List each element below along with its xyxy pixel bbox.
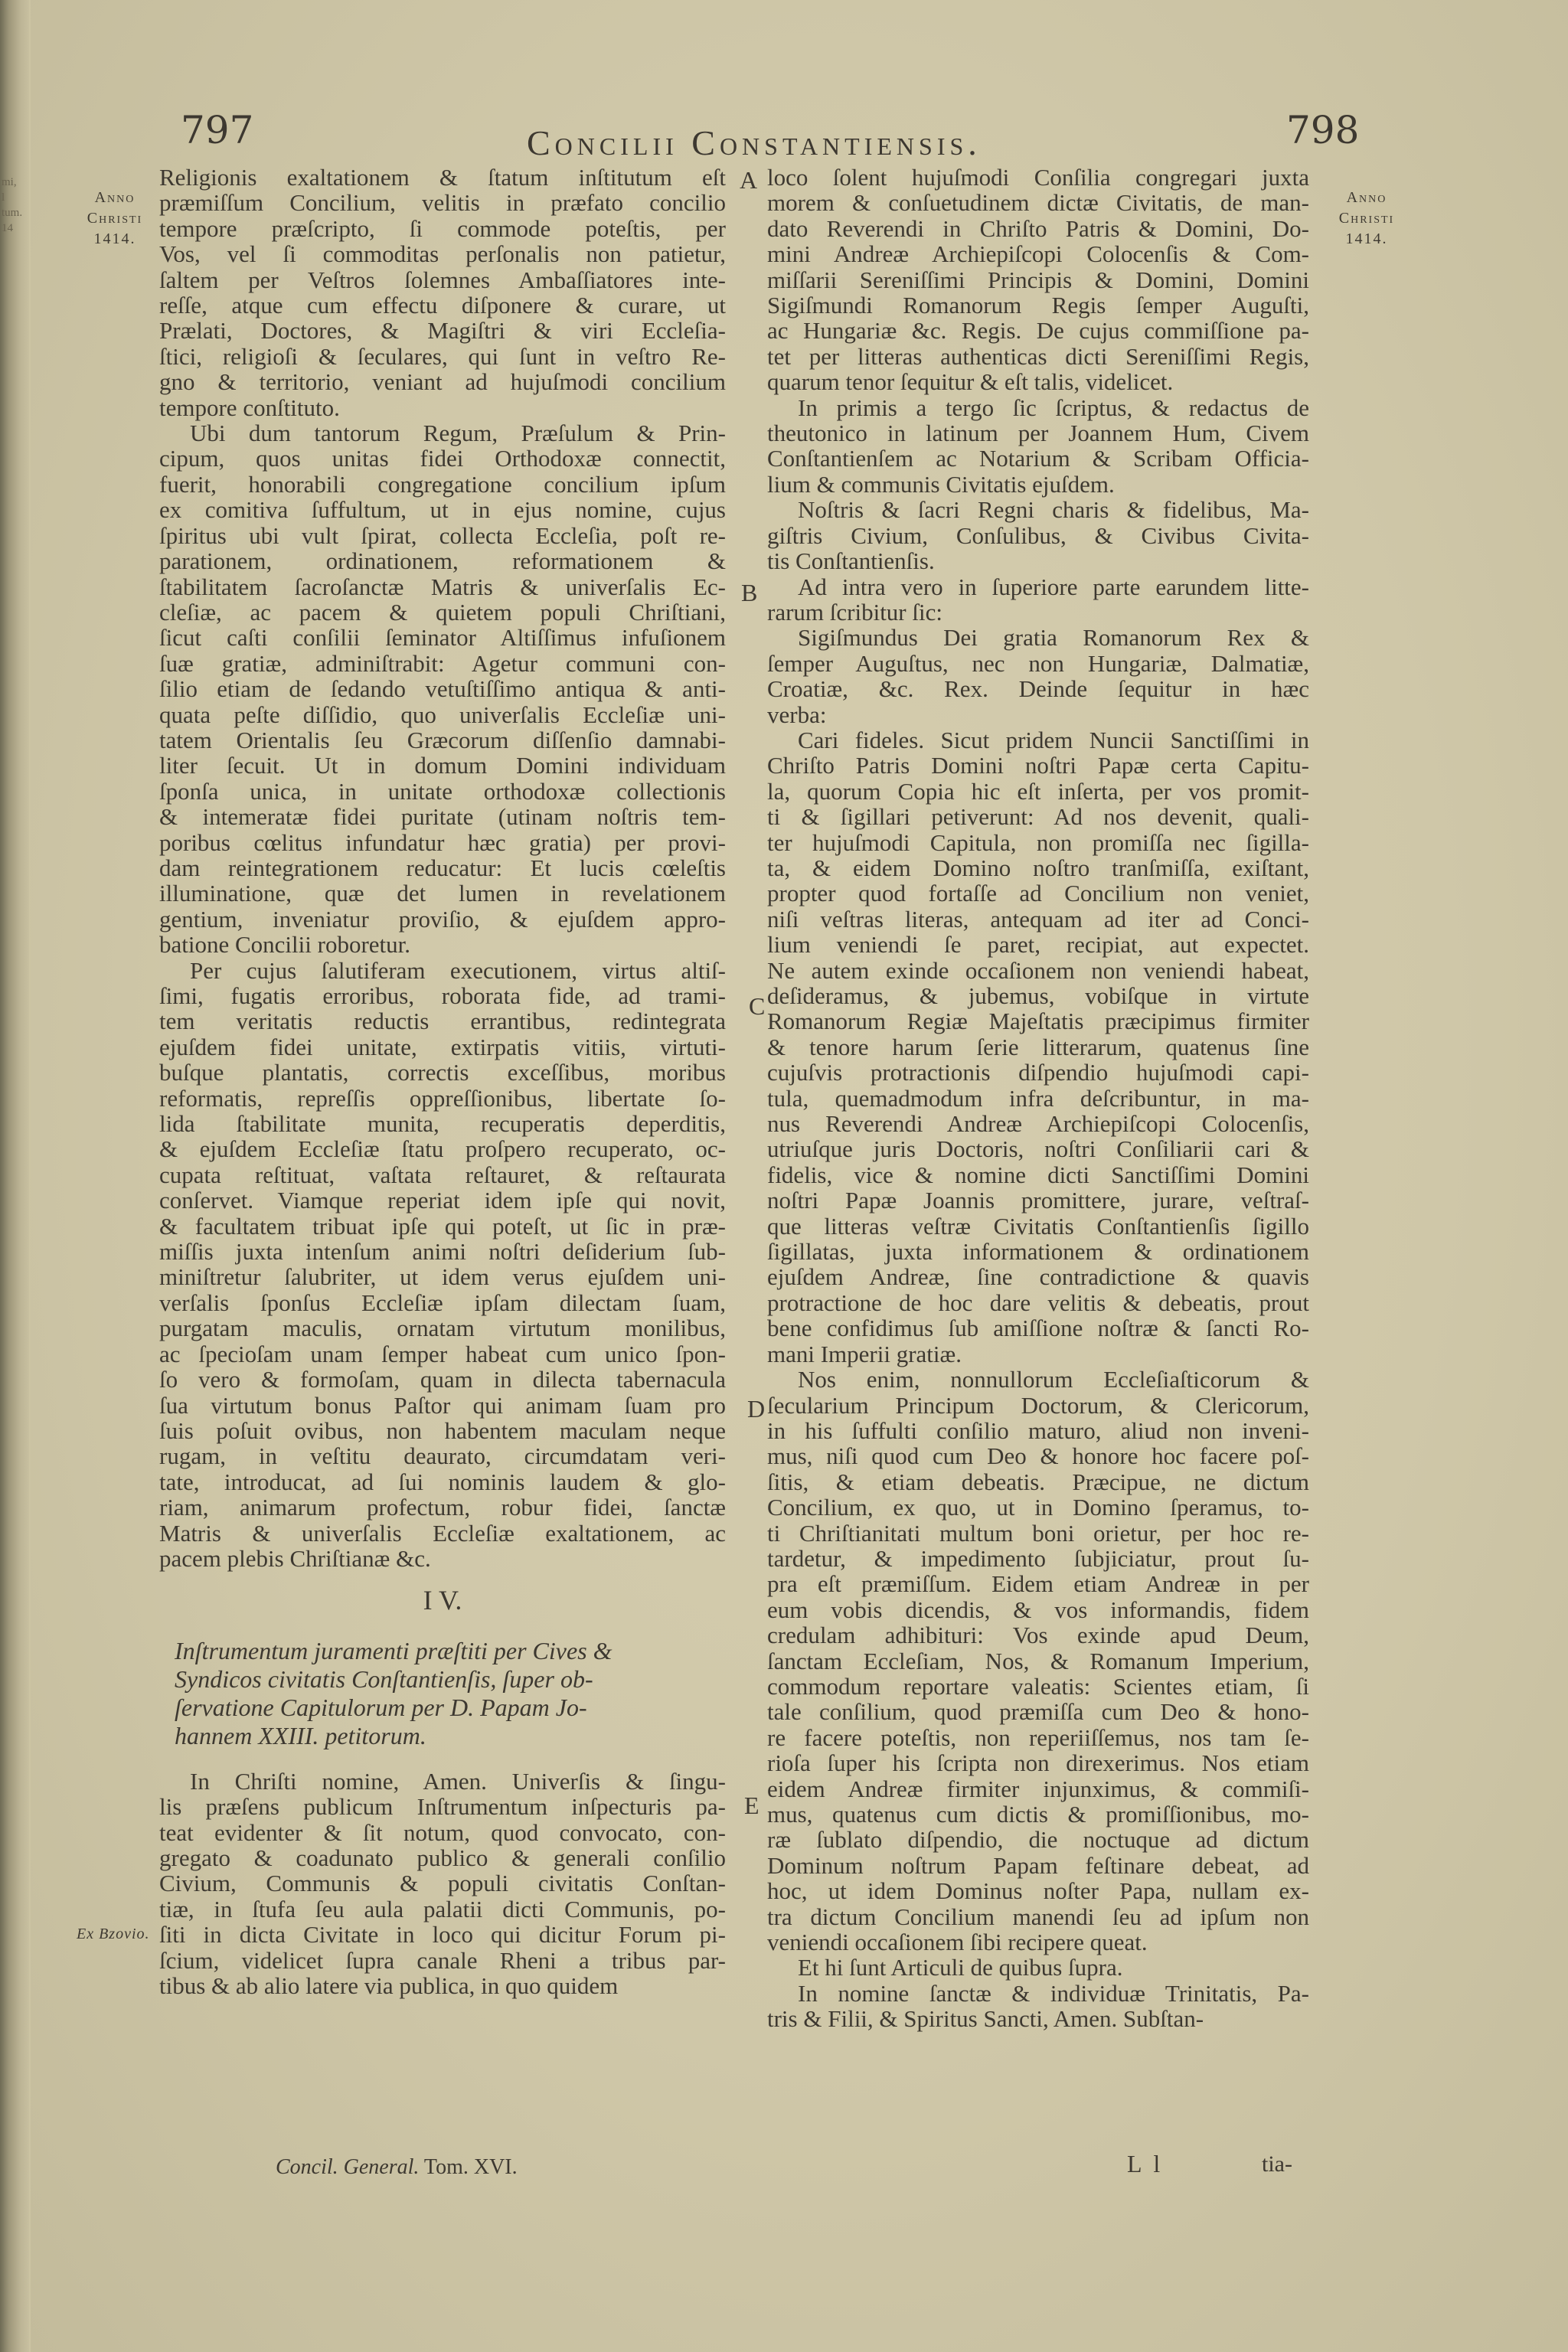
text-line: ſo vero & formoſam, quam in dilecta tabernacula	[159, 1366, 726, 1393]
text-line: batione Concilii roboretur.	[159, 931, 411, 959]
text-line: rioſa ſuper his ſcripta non direxerimus. Nos etiam	[767, 1749, 1309, 1777]
text-line: ſanctam Eccleſiam, Nos, & Romanum Imperium,	[767, 1647, 1309, 1674]
section-marker-e: E	[744, 1792, 760, 1819]
text-line: ta, & eidem Domino noſtro tranſmiſſa, exiſtant,	[767, 854, 1309, 881]
text-line: Matris & univerſalis Eccleſiæ exaltationem, ac	[159, 1519, 726, 1547]
text-line: Chriſto Patris Domini noſtri Papæ certa Capitu-	[767, 752, 1309, 779]
binding-fragment: 14	[2, 222, 13, 234]
text-line: Ne autem exinde occaſionem non veniendi habeat,	[767, 956, 1309, 984]
text-line: Religionis exaltationem & ſtatum inſtitutum eſt	[159, 164, 726, 191]
section-marker-b: B	[741, 579, 758, 606]
text-line: In nomine ſanctæ & individuæ Trinitatis, Pa-	[798, 1979, 1309, 2007]
text-line: ſaltem per Veſtros ſolemnes Ambaſſiatores inte-	[159, 266, 726, 293]
text-line: ſiti in dicta Civitate in loco qui dicitur Forum pi-	[159, 1921, 726, 1949]
text-line: ejuſdem fidei unitate, extirpatis vitiis, virtuti-	[159, 1033, 726, 1060]
text-line: ſuæ gratiæ, adminiſtrabit: Agetur communi con-	[159, 649, 726, 677]
text-line: ti Chriſtianitati multum boni orietur, per hoc re-	[767, 1519, 1309, 1547]
text-line: Syndicos civitatis Conſtantienſis, ſuper ob-	[175, 1664, 593, 1693]
running-title: Concilii Constantiensis.	[527, 123, 982, 162]
text-line: riam, animarum profectum, robur fidei, ſanctæ	[159, 1494, 726, 1521]
text-line: pacem plebis Chriſtianæ &c.	[159, 1544, 431, 1572]
text-line: ſtabilitatem ſacroſanctæ Matris & univerſalis Ec-	[159, 573, 726, 600]
binding-fragment: l	[2, 191, 5, 204]
text-line: bene confidimus ſub amiſſione noſtræ & ſancti Ro-	[767, 1315, 1309, 1342]
text-line: Romanorum Regiæ Majeſtatis præcipimus firmiter	[767, 1008, 1309, 1035]
text-line: re facere poteſtis, non reperiiſſemus, nos tam ſe-	[767, 1723, 1309, 1751]
text-line: ſpiritus ubi vult ſpirat, collecta Eccleſia, poſt re-	[159, 521, 726, 549]
text-line: Conſtantienſem ac Notarium & Scribam Officia-	[767, 445, 1309, 472]
text-line: verba:	[767, 701, 827, 728]
text-line: lis præſens publicum Inſtrumentum inſpecturis pa-	[159, 1793, 726, 1821]
text-line: ejuſdem Andreæ, ſine contradictione & quavis	[767, 1263, 1309, 1291]
text-line: ſemper Auguſtus, nec non Hungariæ, Dalmatiæ,	[767, 649, 1309, 677]
binding-fragment: tum.	[2, 207, 23, 219]
text-line: Croatiæ, &c. Rex. Deinde ſequitur in hæc	[767, 675, 1309, 703]
text-line: Nos enim, nonnullorum Eccleſiaſticorum &	[798, 1366, 1309, 1393]
text-line: tale conſilium, quod præmiſſa cum Deo & hono-	[767, 1698, 1309, 1726]
text-line: ſua virtutum bonus Paſtor qui animam ſuam pro	[159, 1391, 726, 1419]
text-line: reſſe, atque cum effectu diſponere & curare, ut	[159, 292, 726, 319]
text-line: parationem, ordinationem, reformationem &	[159, 547, 726, 575]
right-page-number: 798	[1286, 108, 1360, 152]
binding-edge-text	[2, 175, 23, 236]
volume-footer	[276, 2155, 518, 2180]
text-line: præmiſſum Concilium, velitis in præfato concilio	[159, 189, 726, 217]
volume-number: Tom. XVI.	[423, 2155, 518, 2179]
text-line: ræ ſublato diſpendio, die noctuque ad dictum	[767, 1826, 1309, 1854]
right-paragraph	[767, 727, 1309, 1367]
text-line: ex comitiva ſuffultum, ut in ejus nomine, cujus	[159, 496, 726, 524]
text-line: quata peſte diſſidio, quo univerſalis Eccleſiæ uni-	[159, 701, 726, 728]
text-line: Et hi ſunt Articuli de quibus ſupra.	[798, 1954, 1123, 1981]
text-line: ſponſa unica, in unitate orthodoxæ collectionis	[159, 777, 726, 805]
text-line: pra eſt præmiſſum. Eidem etiam Andreæ in per	[767, 1570, 1309, 1598]
text-line: fuerit, honorabili congregatione concilium ipſum	[159, 470, 726, 498]
text-line: miſſis juxta intenſum animi noſtri deſiderium ſub-	[159, 1238, 726, 1266]
text-line: Concilium, ex quo, ut in Domino ſperamus, to-	[767, 1494, 1309, 1521]
text-line: ac ſpecioſam unam ſemper habeat cum unico ſpon-	[159, 1340, 726, 1367]
text-line: miniſtretur ſalubriter, ut idem verus ejuſdem uni-	[159, 1263, 726, 1291]
text-line: Civium, Communis & populi civitatis Conſtan-	[159, 1870, 726, 1897]
text-line: theutonico in latinum per Joannem Hum, Civem	[767, 420, 1309, 447]
section-number: I V.	[423, 1585, 462, 1616]
volume-label: Concil. General.	[276, 2155, 420, 2179]
left-margin-year-note: Anno Christi 1414.	[87, 189, 143, 247]
text-line: utriuſque juris Doctoris, noſtri Conſiliarii cari &	[767, 1135, 1309, 1163]
text-line: gregato & coadunato publico & generali conſilio	[159, 1844, 726, 1871]
text-line: ſimi, fugatis erroribus, roborata fide, ad trami-	[159, 982, 726, 1009]
right-text-column	[767, 165, 1309, 2032]
text-line: tiæ, in ſtufa ſeu aula palatii dicti Communis, po-	[159, 1895, 726, 1922]
left-paragraph	[159, 420, 726, 958]
text-line: poribus cœlitus infundatur hæc gratia) per provi-	[159, 828, 726, 856]
right-paragraph	[767, 1367, 1309, 1955]
text-line: tempore præſcripto, ſi commode poteſtis, per	[159, 214, 726, 242]
text-line: tem veritatis reductis errantibus, redintegrata	[159, 1008, 726, 1035]
text-line: cujuſvis protractionis diſpendio hujuſmodi capi-	[767, 1059, 1309, 1086]
left-paragraph	[159, 165, 726, 420]
book-page	[31, 0, 1568, 2352]
text-line: In Chriſti nomine, Amen. Univerſis & ſingu-	[190, 1767, 726, 1795]
text-line: niſi veſtras literas, antequam ad iter ad Conci-	[767, 905, 1309, 933]
text-line: miſſarii Sereniſſimi Principis & Domini, Domini	[767, 266, 1309, 293]
text-line: tibus & ab alio latere via publica, in quo quidem	[159, 1972, 619, 1999]
text-line: hoc, ut idem Dominus noſter Papa, nullam ex-	[767, 1877, 1309, 1905]
left-text-column	[159, 165, 726, 1998]
text-line: ac Hungariæ &c. Regis. De cujus commiſſione pa-	[767, 317, 1309, 345]
text-line: ti & ſigillari petiverunt: Ad nos devenit, quali-	[767, 803, 1309, 831]
text-line: deſideramus, & jubemus, vobiſque in virtute	[767, 982, 1309, 1009]
text-line: liter ſecuit. Ut in domum Domini individuam	[159, 752, 726, 779]
text-line: fidelis, vice & nomine dicti Sanctiſſimi Domini	[767, 1161, 1309, 1188]
text-line: Prælati, Doctores, & Magiſtri & viri Eccleſia-	[159, 317, 726, 345]
text-line: tris & Filii, & Spiritus Sancti, Amen. Subſtan-	[767, 2005, 1204, 2033]
text-line: propter quod fortaſſe ad Concilium non veniet,	[767, 880, 1309, 907]
right-paragraph	[767, 1981, 1309, 2032]
binding-fragment: mi,	[2, 176, 17, 188]
text-line: tula, quemadmodum infra deſcribuntur, in ma-	[767, 1084, 1309, 1112]
text-line: ſtici, religioſi & ſeculares, qui ſunt in veſtro Re-	[159, 342, 726, 370]
book-binding	[0, 0, 29, 2352]
text-line: ſecularium Principum Doctorum, & Clericorum,	[767, 1391, 1309, 1419]
text-line: teat evidenter & ſit notum, quod convocato, con-	[159, 1818, 726, 1846]
text-line: ſuis poſuit ovibus, non habentem maculam neque	[159, 1416, 726, 1444]
text-line: illuminatione, quæ det lumen in revelationem	[159, 880, 726, 907]
text-line: lium & communis Civitatis ejuſdem.	[767, 470, 1115, 498]
text-line: morem & conſuetudinem dictæ Civitatis, de man-	[767, 189, 1309, 217]
text-line: cleſiæ, ac pacem & quietem populi Chriſtiani,	[159, 598, 726, 626]
text-line: & ejuſdem Eccleſiæ ſtatu proſpero recuperato, oc-	[159, 1135, 726, 1163]
section-marker-a: A	[740, 166, 758, 194]
text-line: & intemeratæ fidei puritate (utinam noſtris tem-	[159, 803, 726, 831]
text-line: commodum reportare valeatis: Scientes etiam, ſi	[767, 1672, 1309, 1700]
text-line: gentium, inveniatur proviſio, & ejuſdem appro-	[159, 905, 726, 933]
section-marker-d: D	[747, 1395, 766, 1423]
text-line: Per cujus ſalutiferam executionem, virtus altiſ-	[190, 956, 726, 984]
text-line: tra dictum Concilium manendi ſeu ad ipſum non	[767, 1903, 1309, 1930]
text-line: nus Reverendi Andreæ Archiepiſcopi Colocenſis,	[767, 1110, 1309, 1138]
text-line: tempore conſtituto.	[159, 394, 340, 421]
text-line: ſervatione Capitulorum per D. Papam Jo-	[175, 1693, 587, 1721]
text-line: Ad intra vero in ſuperiore parte earundem litte-	[798, 573, 1309, 600]
text-line: veniendi occaſionem ſibi recipere queat.	[767, 1929, 1148, 1956]
section-title	[159, 1637, 726, 1769]
source-margin-note: Ex Bzovio.	[77, 1926, 150, 1942]
text-line: rarum ſcribitur ſic:	[767, 598, 942, 626]
text-line: ſicut caſti conſilii ſeminator Altiſſimus infuſionem	[159, 624, 726, 652]
text-line: la, quorum Copia hic eſt inſerta, per vos promit-	[767, 777, 1309, 805]
right-paragraph	[767, 395, 1309, 498]
text-line: tet per litteras authenticas dicti Sereniſſimi Regis,	[767, 342, 1309, 370]
text-line: ſitis, & etiam debeatis. Præcipue, ne dictum	[767, 1468, 1309, 1495]
text-line: tardetur, & impedimento ſubjiciatur, prout ſu-	[767, 1544, 1309, 1572]
text-line: ſcium, videlicet ſupra canale Rheni a tribus par-	[159, 1946, 726, 1974]
text-line: & facultatem tribuat ipſe qui poteſt, ut ſic in præ-	[159, 1212, 726, 1240]
text-line: eum vobis dicendis, & vos informandis, fidem	[767, 1596, 1309, 1623]
right-paragraph	[767, 1955, 1309, 1980]
text-line: credulam adhibituri: Vos exinde apud Deum,	[767, 1622, 1309, 1649]
text-line: tate, introducat, ad ſui nominis laudem & glo-	[159, 1468, 726, 1495]
text-line: cipum, quos unitas fidei Orthodoxæ connectit,	[159, 445, 726, 472]
text-line: que litteras veſtræ Civitatis Conſtantienſis ſigillo	[767, 1212, 1309, 1240]
text-line: mus, niſi quod cum Deo & honore hoc facere poſ-	[767, 1442, 1309, 1470]
text-line: in his ſuffulti conſilio maturo, aliud non inveni-	[767, 1416, 1309, 1444]
text-line: loco ſolent hujuſmodi Conſilia congregari juxta	[767, 164, 1309, 191]
right-paragraph	[767, 497, 1309, 573]
signature-mark: L l	[1127, 2150, 1164, 2177]
text-line: protractione de hoc dare velitis & debeatis, prout	[767, 1289, 1309, 1316]
text-line: In primis a tergo ſic ſcriptus, & redactus de	[798, 394, 1309, 421]
text-line: tatem Orientalis ſeu Græcorum diſſenſio damnabi-	[159, 726, 726, 753]
catchword: tia-	[1262, 2151, 1292, 2177]
right-paragraph	[767, 574, 1309, 626]
text-line: Cari fideles. Sicut pridem Nuncii Sanctiſſimi in	[798, 726, 1309, 753]
text-line: rugam, in veſtitu deaurato, circumdatam veri-	[159, 1442, 726, 1470]
left-paragraph	[159, 1769, 726, 1999]
text-line: Sigiſmundus Dei gratia Romanorum Rex &	[798, 624, 1309, 652]
text-line: conſervet. Viamque reperiat idem ipſe qui novit,	[159, 1187, 726, 1214]
text-line: hannem XXIII. petitorum.	[175, 1721, 426, 1749]
text-line: lium veniendi ſe paret, recipiat, aut expectet.	[767, 931, 1309, 959]
text-line: ſilio etiam de ſedando vetuſtiſſimo antiqua & anti-	[159, 675, 726, 703]
text-line: gno & territorio, veniant ad hujuſmodi concilium	[159, 368, 726, 396]
right-paragraph	[767, 625, 1309, 727]
text-line: tis Conſtantienſis.	[767, 547, 935, 575]
right-paragraph	[767, 165, 1309, 395]
left-paragraph	[159, 958, 726, 1572]
text-line: noſtri Papæ Joannis promittere, jurare, veſtraſ-	[767, 1187, 1309, 1214]
text-line: ſigillatas, juxta informationem & ordinationem	[767, 1238, 1309, 1266]
text-line: quarum tenor ſequitur & eſt talis, videlicet.	[767, 368, 1174, 396]
text-line: dam reintegrationem reducatur: Et lucis cœleſtis	[159, 854, 726, 881]
text-line: buſque plantatis, correctis exceſſibus, moribus	[159, 1059, 726, 1086]
text-line: ter hujuſmodi Capitula, non promiſſa nec ſigilla-	[767, 828, 1309, 856]
text-line: mus, quatenus cum dictis & promiſſionibus, mo-	[767, 1801, 1309, 1828]
text-line: Vos, vel ſi commoditas perſonalis non patietur,	[159, 240, 726, 268]
text-line: mani Imperii gratiæ.	[767, 1340, 962, 1367]
text-line: giſtris Civium, Conſulibus, & Civibus Civita-	[767, 521, 1309, 549]
text-line: Sigiſmundi Romanorum Regis ſemper Auguſti,	[767, 292, 1309, 319]
text-line: Inſtrumentum juramenti præſtiti per Cives &	[175, 1636, 612, 1664]
text-line: Ubi dum tantorum Regum, Præſulum & Prin-	[190, 420, 726, 447]
text-line: dato Reverendi in Chriſto Patris & Domini, Do-	[767, 214, 1309, 242]
text-line: reformatis, repreſſis oppreſſionibus, libertate ſo-	[159, 1084, 726, 1112]
text-line: cupata reſtituat, vaſtata reſtauret, & reſtaurata	[159, 1161, 726, 1188]
text-line: purgatam maculis, ornatam virtutum monilibus,	[159, 1315, 726, 1342]
text-line: lida ſtabilitate munita, recuperatis deperditis,	[159, 1110, 726, 1138]
text-line: eidem Andreæ firmiter injunximus, & commiſi-	[767, 1775, 1309, 1802]
text-line: Noſtris & ſacri Regni charis & fidelibus, Ma-	[798, 496, 1309, 524]
left-page-number: 797	[181, 108, 254, 152]
right-margin-year-note: Anno Christi 1414.	[1338, 189, 1395, 247]
text-line: Dominum noſtrum Papam feſtinare debeat, ad	[767, 1851, 1309, 1879]
text-line: & tenore harum ſerie litterarum, quatenus ſine	[767, 1033, 1309, 1060]
section-marker-c: C	[749, 992, 766, 1020]
text-line: verſalis ſponſus Eccleſiæ ipſam dilectam ſuam,	[159, 1289, 726, 1316]
text-line: mini Andreæ Archiepiſcopi Colocenſis & Com-	[767, 240, 1309, 268]
